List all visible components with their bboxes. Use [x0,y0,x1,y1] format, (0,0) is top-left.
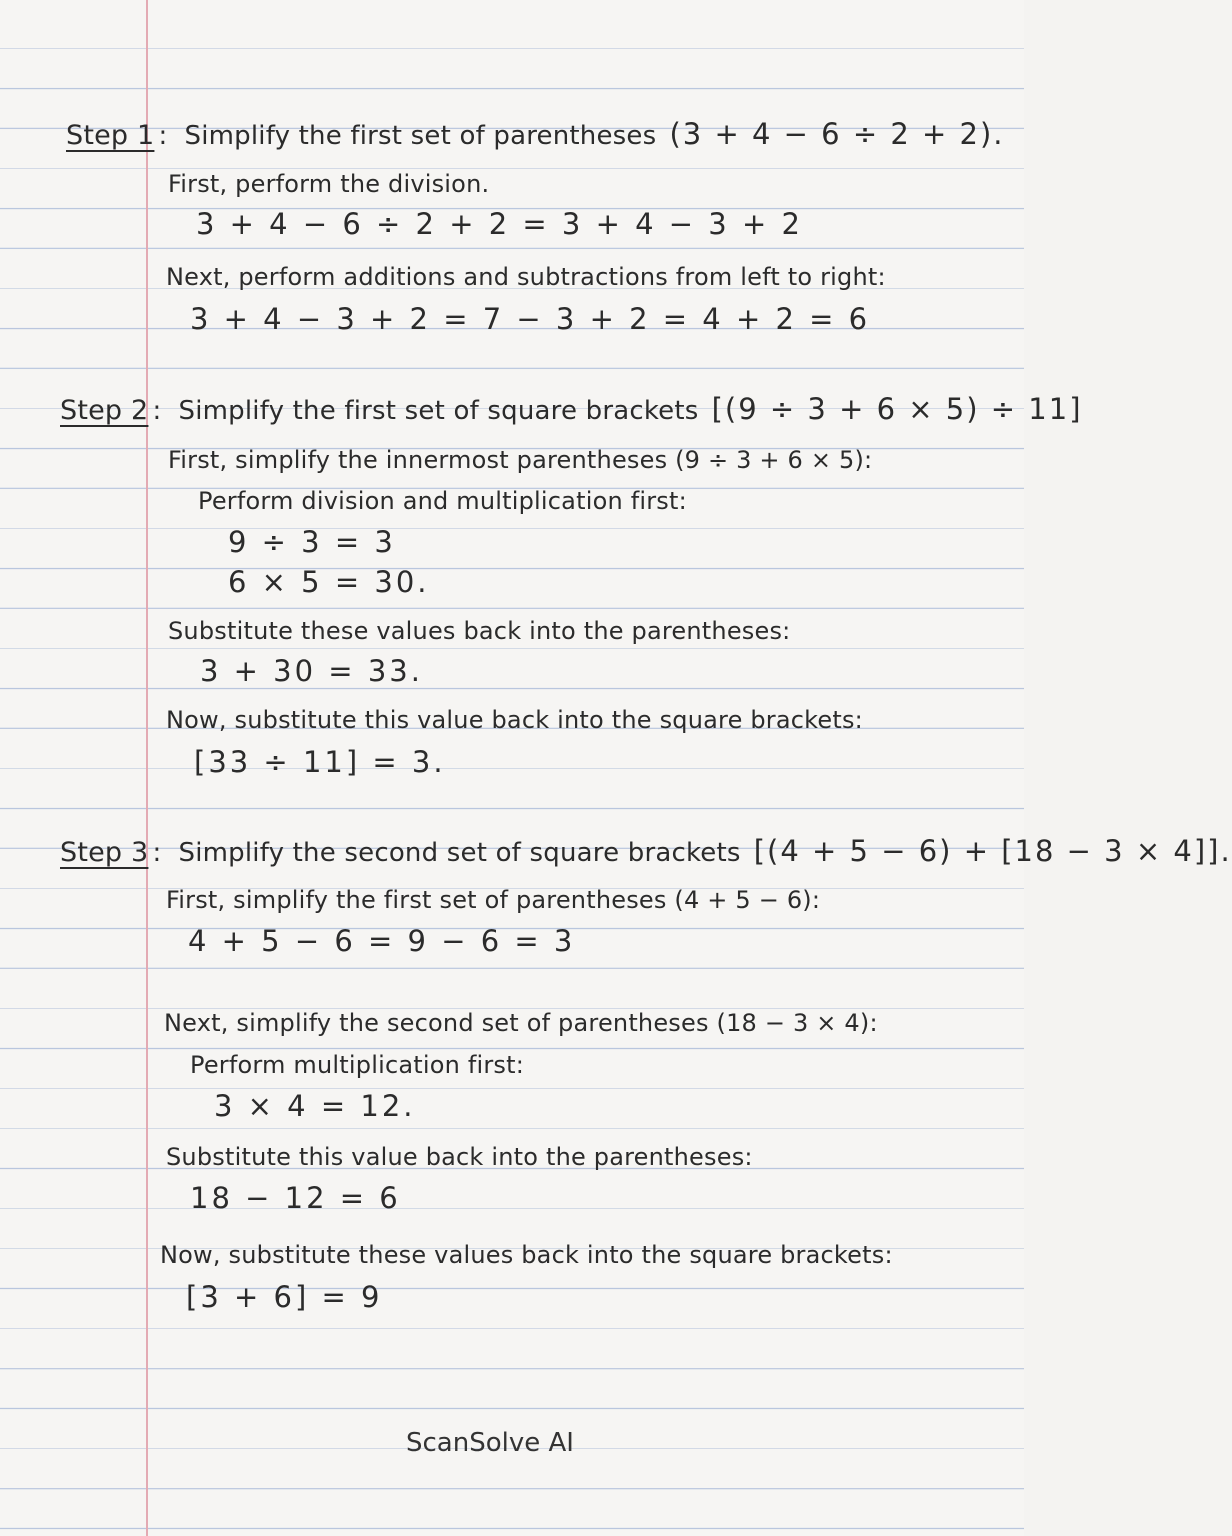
step1-label: Step 1 [66,120,155,151]
step1-line1: First, perform the division. [168,170,490,198]
step3-expression: [(4 + 5 − 6) + [18 − 3 × 4]]. [753,834,1232,868]
step2-label: Step 2 [60,395,149,426]
step3-math2: 3 × 4 = 12. [214,1089,416,1123]
step3-line5: Now, substitute these values back into the square brackets: [160,1241,893,1269]
step2-line1: First, simplify the innermost parentheses (9 ÷ 3 + 6 × 5): [168,446,873,474]
step2-line4: Now, substitute this value back into the square brackets: [166,706,863,734]
step2-expression: [(9 ÷ 3 + 6 × 5) ÷ 11] [711,392,1083,426]
step2-heading: Simplify the first set of square brackets [178,396,699,426]
footer-brand: ScanSolve AI [406,1428,574,1458]
step3-label: Step 3 [60,837,149,868]
step2-math2: 6 × 5 = 30. [228,565,430,599]
step3-math4: [3 + 6] = 9 [186,1280,383,1314]
step3-colon: : [152,838,162,868]
step1-colon: : [158,121,168,151]
step1-math1: 3 + 4 − 6 ÷ 2 + 2 = 3 + 4 − 3 + 2 [196,207,803,241]
step1-heading-row [66,117,1005,151]
step2-math1: 9 ÷ 3 = 3 [228,525,396,559]
step3-math1: 4 + 5 − 6 = 9 − 6 = 3 [188,924,576,958]
step1-expression: (3 + 4 − 6 ÷ 2 + 2). [669,117,1005,151]
step3-heading: Simplify the second set of square brackets [178,838,741,868]
step1-math2: 3 + 4 − 3 + 2 = 7 − 3 + 2 = 4 + 2 = 6 [190,302,871,336]
step2-heading-row [60,392,1083,426]
step3-line2: Next, simplify the second set of parentheses (18 − 3 × 4): [164,1009,878,1037]
step3-line1: First, simplify the first set of parentheses (4 + 5 − 6): [166,886,821,914]
step2-line3: Substitute these values back into the parentheses: [168,617,791,645]
step3-line4: Substitute this value back into the parentheses: [166,1143,753,1171]
step2-line2: Perform division and multiplication first: [198,487,687,515]
step2-colon: : [152,396,162,426]
step1-heading: Simplify the first set of parentheses [184,121,657,151]
step2-math4: [33 ÷ 11] = 3. [194,745,446,779]
step1-line2: Next, perform additions and subtractions from left to right: [166,263,886,291]
step3-heading-row [60,834,1232,868]
step3-line3: Perform multiplication first: [190,1051,525,1079]
margin-line [146,0,148,1536]
step3-math3: 18 − 12 = 6 [190,1181,401,1215]
step2-math3: 3 + 30 = 33. [200,654,423,688]
